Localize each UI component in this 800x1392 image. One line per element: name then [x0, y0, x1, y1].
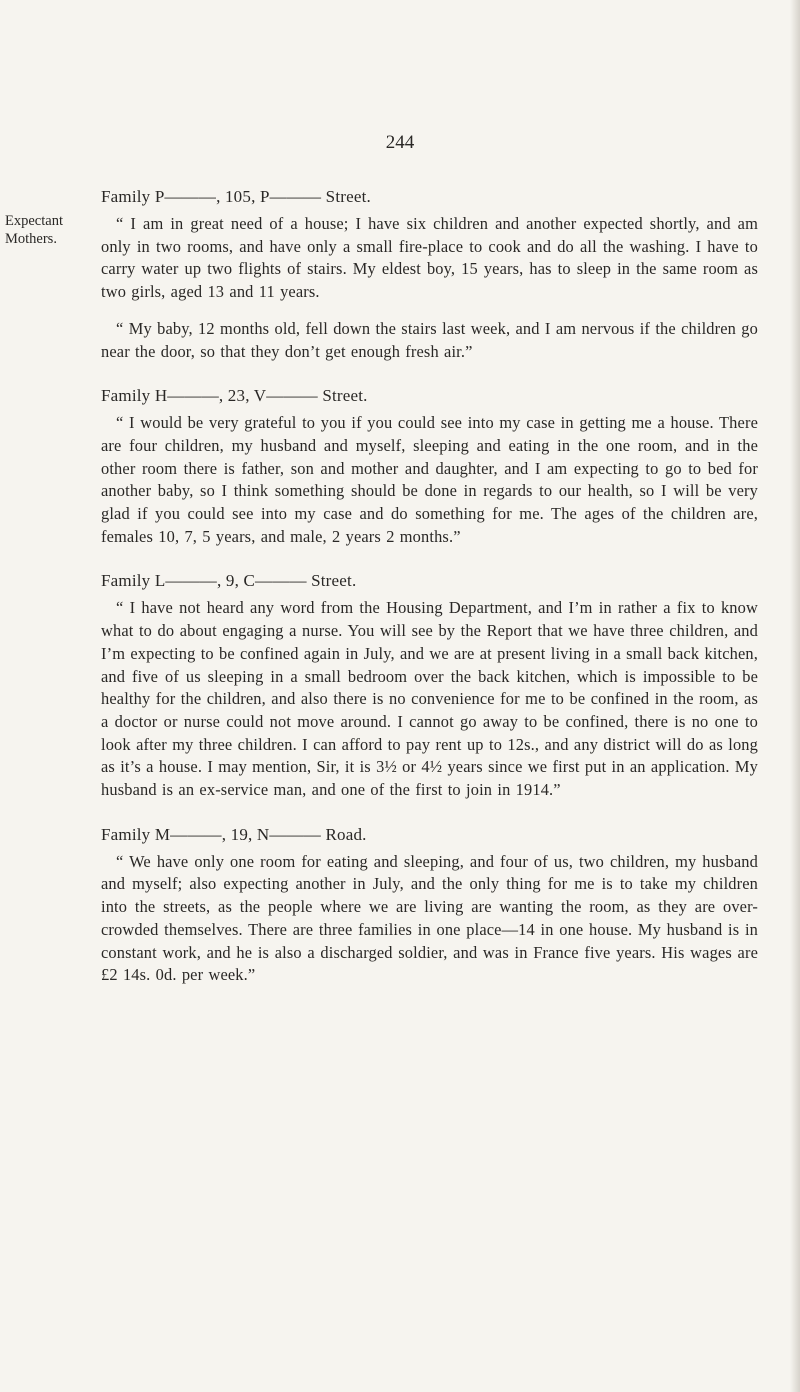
- page-number: 244: [385, 132, 415, 153]
- letter-text: [101, 412, 758, 548]
- margin-note: Expectant Mothers.: [5, 213, 63, 247]
- family-entry-m: [101, 824, 758, 987]
- paragraph: “ I have not heard any word from the Housing Department, and I’m in rather a fix to know what to do about engaging a nurse. You will see by the Report that we have three children, and I’m expecting to be confined again in July, and we are at present living in a small back kitchen, and five of us sleeping in a small bedroom over the back kitchen, which is impossible to be healthy for the children, and also there is no convenience for me to be confined in the room, as a doctor or nurse could not move around. I cannot go away to be confined, there is no one to look after my three children. I can afford to pay rent up to 12s., and any district will do as long as it’s a house. I may mention, Sir, it is 3½ or 4½ years since we first put in an application. My husband is an ex-service man, and one of the first to join in 1914.”: [101, 598, 758, 800]
- page-body: [101, 186, 758, 1001]
- paragraph: “ We have only one room for eating and sleeping, and four of us, two children, my husband and myself; also expecting another in July, and the only thing for me is to take my children into the streets, as the people where we are living are wanting the room, as they are over-crowded themselves. There are three families in one place—14 in one house. My husband is in constant work, and he is also a discharged soldier, and was in France five years. His wages are £2 14s. 0d. per week.”: [101, 851, 758, 985]
- letter-text: [101, 851, 758, 987]
- family-entry-l: [101, 570, 758, 801]
- entry-heading: Family L———, 9, C——— Street.: [101, 571, 357, 591]
- paragraph: “ I would be very grateful to you if you could see into my case in getting me a house. There are four children, my husband and myself, sleeping and eating in the one room, and in the other room there is father, son and mother and daughter, and I am expecting to go to bed for another baby, so I think something should be done in regards to our health, so I will be very glad if you could see into my case and do something for me. The ages of the children are, females 10, 7, 5 years, and male, 2 years 2 months.”: [101, 413, 758, 546]
- letter-text: [101, 597, 758, 801]
- entry-heading: Family M———, 19, N——— Road.: [101, 824, 367, 844]
- family-entry-p: [101, 186, 758, 363]
- page-edge-shadow: [790, 0, 800, 1392]
- letter-text: [101, 213, 758, 363]
- family-entry-h: [101, 385, 758, 548]
- paragraph: “ I am in great need of a house; I have six children and another expected shortly, and am only in two rooms, and have only a small fire-place to cook and do all the washing. I have to carry water up two flights of stairs. My eldest boy, 15 years, has to sleep in the same room as two girls, aged 13 and 11 years.: [101, 214, 758, 302]
- paragraph: “ My baby, 12 months old, fell down the stairs last week, and I am nervous if the children go near the door, so that they don’t get enough fresh air.”: [101, 318, 758, 361]
- entry-heading: Family P———, 105, P——— Street.: [101, 187, 371, 206]
- entry-heading: Family H———, 23, V——— Street.: [101, 386, 368, 406]
